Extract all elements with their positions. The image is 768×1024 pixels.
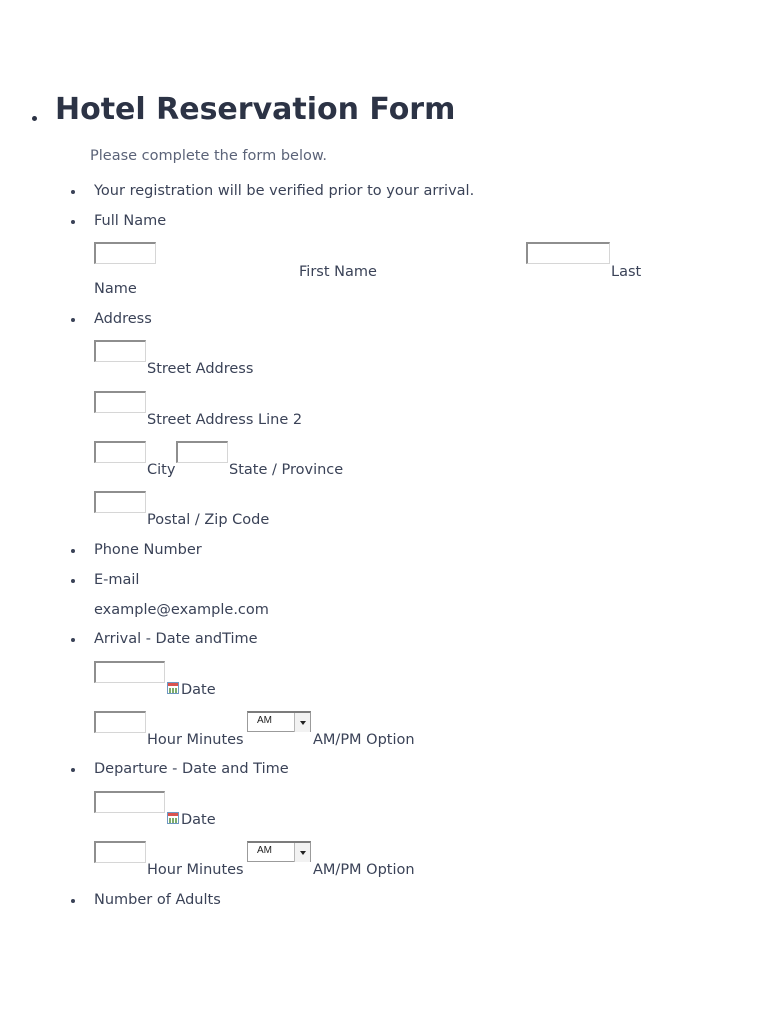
chevron-down-icon[interactable] (294, 843, 310, 862)
city-input[interactable] (94, 441, 146, 463)
list-bullet (71, 768, 75, 772)
address-label: Address (94, 311, 152, 327)
departure-time-sublabel: Hour Minutes (147, 862, 244, 878)
arrival-ampm-value: AM (257, 715, 272, 726)
verification-notice: Your registration will be verified prior to your arrival. (94, 183, 475, 199)
departure-date-input[interactable] (94, 791, 165, 813)
number-of-adults-label: Number of Adults (94, 892, 221, 908)
list-bullet (71, 549, 75, 553)
arrival-date-sublabel: Date (181, 682, 216, 698)
arrival-label: Arrival - Date andTime (94, 631, 258, 647)
departure-calendar-icon[interactable] (167, 812, 179, 824)
departure-label: Departure - Date and Time (94, 761, 289, 777)
departure-ampm-value: AM (257, 845, 272, 856)
title-bullet (32, 116, 37, 121)
postal-code-sublabel: Postal / Zip Code (147, 512, 270, 528)
departure-ampm-select[interactable] (247, 841, 311, 862)
list-bullet (71, 638, 75, 642)
arrival-time-input[interactable] (94, 711, 146, 733)
arrival-calendar-icon[interactable] (167, 682, 179, 694)
departure-time-input[interactable] (94, 841, 146, 863)
arrival-ampm-sublabel: AM/PM Option (313, 732, 415, 748)
street-address-sublabel: Street Address (147, 361, 254, 377)
departure-ampm-sublabel: AM/PM Option (313, 862, 415, 878)
street-address-input[interactable] (94, 340, 146, 362)
last-name-sublabel-wrap: Name (94, 281, 137, 297)
state-province-input[interactable] (176, 441, 228, 463)
full-name-label: Full Name (94, 213, 167, 229)
city-sublabel: City (147, 462, 176, 478)
list-bullet (71, 899, 75, 903)
street-address-line2-sublabel: Street Address Line 2 (147, 412, 303, 428)
email-label: E-mail (94, 572, 140, 588)
form-subtitle: Please complete the form below. (90, 148, 327, 164)
list-bullet (71, 220, 75, 224)
list-bullet (71, 190, 75, 194)
last-name-input[interactable] (526, 242, 610, 264)
arrival-time-sublabel: Hour Minutes (147, 732, 244, 748)
postal-code-input[interactable] (94, 491, 146, 513)
arrival-ampm-select[interactable] (247, 711, 311, 732)
phone-number-label: Phone Number (94, 542, 202, 558)
list-bullet (71, 579, 75, 583)
email-example-text: example@example.com (94, 602, 269, 618)
last-name-sublabel: Last (611, 264, 642, 280)
state-province-sublabel: State / Province (229, 462, 344, 478)
page-title: Hotel Reservation Form (55, 92, 456, 127)
first-name-sublabel: First Name (299, 264, 377, 280)
first-name-input[interactable] (94, 242, 156, 264)
street-address-line2-input[interactable] (94, 391, 146, 413)
chevron-down-icon[interactable] (294, 713, 310, 732)
arrival-date-input[interactable] (94, 661, 165, 683)
departure-date-sublabel: Date (181, 812, 216, 828)
list-bullet (71, 318, 75, 322)
